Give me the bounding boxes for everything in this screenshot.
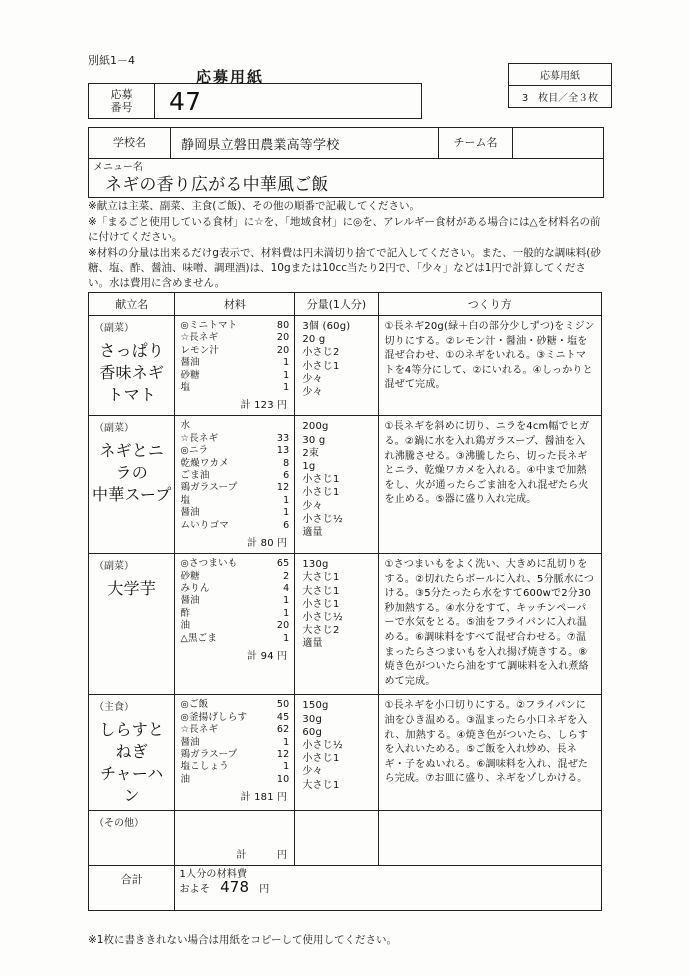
dish-type: （副菜） <box>94 323 134 334</box>
school-label: 学校名 <box>89 128 171 158</box>
team-label: チーム名 <box>439 128 513 158</box>
recipe-table <box>88 292 602 911</box>
method-cell <box>378 416 601 554</box>
dish-cell <box>89 554 175 695</box>
method-cell <box>378 554 601 695</box>
method-cell <box>378 695 601 811</box>
ingredient-subtotal: 計 円 <box>236 850 288 862</box>
corner-pages: 3 枚目／全３枚 <box>509 86 612 108</box>
dish-type: （副菜） <box>94 423 134 435</box>
method-cell <box>378 316 601 416</box>
ingredient-cell <box>175 316 295 416</box>
col-header-method: つくり方 <box>378 293 601 316</box>
dish-name: しらすとねぎ チャーハン <box>99 720 165 806</box>
menu-label: メニュー名 <box>93 162 143 173</box>
grand-total-note-1: 1人分の材料費 <box>179 869 248 881</box>
method-text: ①長ネギを斜めに切り、ニラを4cm幅でヒガる。②鍋に水を入れ鶏ガラスープ、醤油を入れ沸騰させる。③沸騰したら、切った長ネギとニラ、乾燥ワカメを入れる。④中まで加熱をし、火が通ったらごま油を入れ混ぜたら火を止める。⑤器に盛り入れ完成。 <box>384 421 590 506</box>
corner-title: 応募用紙 <box>509 64 612 86</box>
menu-row <box>88 157 604 198</box>
grand-total-note-2: およそ <box>179 884 211 896</box>
amount-cell <box>295 316 378 416</box>
dish-type: （副菜） <box>94 561 134 573</box>
amount-cell <box>295 811 378 866</box>
grand-total-cell <box>175 866 602 911</box>
ingredient-cell <box>175 554 295 695</box>
entry-number-label: 応募 番号 <box>89 84 155 118</box>
amount-list: 130g 大さじ1 大さじ1 小さじ1 小さじ½ 大さじ2 適量 <box>302 559 343 650</box>
instructions <box>88 199 604 292</box>
dish-cell <box>89 416 175 554</box>
form-id-label: 別紙1－4 <box>88 54 135 67</box>
amount-list: 150g 30g 60g 小さじ½ 小さじ1 少々 大さじ1 <box>302 700 343 791</box>
ingredient-list: 水 ☆長ネギ 33 ◎ニラ 13 乾燥ワカメ 8 ごま油 6 鶏ガラスープ 12 塩 1 醤油 1 ムいりゴマ 6 <box>180 420 290 531</box>
dish-cell <box>89 316 175 416</box>
col-header-amount: 分量(1人分) <box>295 293 378 316</box>
dish-type: （主食） <box>94 702 134 714</box>
dish-cell <box>89 811 175 866</box>
amount-cell <box>295 554 378 695</box>
grand-total-unit: 円 <box>259 884 270 896</box>
footer-note: ※1枚に書ききれない場合は用紙をコピーして使用してください。 <box>88 934 398 946</box>
table-header-row <box>89 293 602 316</box>
page-count-box <box>508 63 612 108</box>
instruction-3: ※材料の分量は出来るだけg表示で、材料費は円未満切り捨てで記入してください。また、一般的な調味料(砂糖、塩、酢、醤油、味噌、調理酒)は、10gまたは10cc当たり2円で、「少々」などは1円で計算してください。水は費用に含めません。 <box>88 247 601 289</box>
col-header-ingredients: 材料 <box>175 293 295 316</box>
table-row <box>89 316 602 416</box>
dish-cell <box>89 695 175 811</box>
school-row <box>88 127 604 159</box>
ingredient-subtotal: 計 94 円 <box>247 650 288 662</box>
table-row <box>89 695 602 811</box>
amount-list: 3個 (60g) 20 g 小さじ2 小さじ1 少々 少々 <box>302 321 351 399</box>
entry-number-row <box>88 83 422 119</box>
amount-cell <box>295 416 378 554</box>
grand-total-label: 合計 <box>89 866 175 911</box>
ingredient-subtotal: 計 181 円 <box>240 792 288 804</box>
method-text: ①長ネギを小口切りにする。②フライパンに油をひき温める。③温まったら小口ネギを入れ、加熱する。④焼き色がついたら、しらすを入れいためる。⑤ご飯を入れ炒め、長ネギ・子をぬいれる。⑥調味料を入れ、混ぜたら完成。⑦お皿に盛り、ネギをゾしかける。 <box>384 700 589 785</box>
grand-total-row <box>89 866 602 911</box>
method-text: ①長ネギ20g(緑＋白の部分少しずつ)をミジン切りにする。②レモン汁・醤油・砂糖・塩を混ぜ合わせ、①のネギをいれる。③ミニトマトを4等分にして、②にいれる。④しっかりと混ぜて完成。 <box>384 321 595 391</box>
amount-cell <box>295 695 378 811</box>
ingredient-list: ◎さつまいも 65 砂糖 2 みりん 4 醤油 1 酢 1 油 20 △黒ごま 1 <box>180 558 290 644</box>
menu-name: ネギの香り広がる中華風ご飯 <box>105 175 329 195</box>
entry-number-value: 47 <box>169 87 202 116</box>
dish-type: （その他） <box>94 818 144 830</box>
ingredient-list: ◎ご飯 50 ◎釜揚げしらす 45 ☆長ネギ 62 醤油 1 鶏ガラスープ 12 塩こしょう 1 油 10 <box>180 699 290 785</box>
school-name-cell <box>171 128 439 158</box>
ingredient-subtotal: 計 123 円 <box>240 400 288 412</box>
ingredient-subtotal: 計 80 円 <box>247 538 288 550</box>
school-name: 静岡県立磐田農業高等学校 <box>181 138 340 153</box>
ingredient-list: ◎ミニトマト 80 ☆長ネギ 20 レモン汁 20 醤油 1 砂糖 1 塩 1 <box>180 320 290 394</box>
table-row <box>89 416 602 554</box>
table-row <box>89 811 602 866</box>
table-row <box>89 554 602 695</box>
instruction-1: ※献立は主菜、副菜、主食(ご飯)、その他の順番で記載してください。 <box>88 200 420 212</box>
grand-total-value: 478 <box>220 878 250 897</box>
dish-name: さっぱり 香味ネギ トマト <box>99 341 165 404</box>
amount-list: 200g 30 g 2束 1g 小さじ1 小さじ1 少々 小さじ½ 適量 <box>302 421 343 539</box>
dish-name: 大学芋 <box>107 579 157 599</box>
dish-name: ネギとニラの 中華スープ <box>92 441 172 505</box>
instruction-2: ※「まるごと使用している食材」に☆を、「地域食材」に◎を、アレルギー食材がある場合には△を材料名の前に付けてください。 <box>88 216 601 243</box>
page-title: 応募用紙 <box>196 68 265 86</box>
ingredient-cell <box>175 811 295 866</box>
method-cell <box>378 811 601 866</box>
ingredient-cell <box>175 695 295 811</box>
col-header-dish: 献立名 <box>89 293 175 316</box>
method-text: ①さつまいもをよく洗い、大きめに乱切りをする。②切れたらボールに入れ、5分脈水につける。③5分たったら水をすて600wで2分30秒加熱する。④水分をすて、キッチンペーパーで水気をとる。⑤油をフライパンに入れ温める。⑥調味料をすべて混ぜ合わせる。⑦温まったらさつまいもを入れ揚げ焼きする。⑧焼き色がついたら油をすて調味料を入れ煮絡めて完成。 <box>384 559 595 687</box>
ingredient-cell <box>175 416 295 554</box>
